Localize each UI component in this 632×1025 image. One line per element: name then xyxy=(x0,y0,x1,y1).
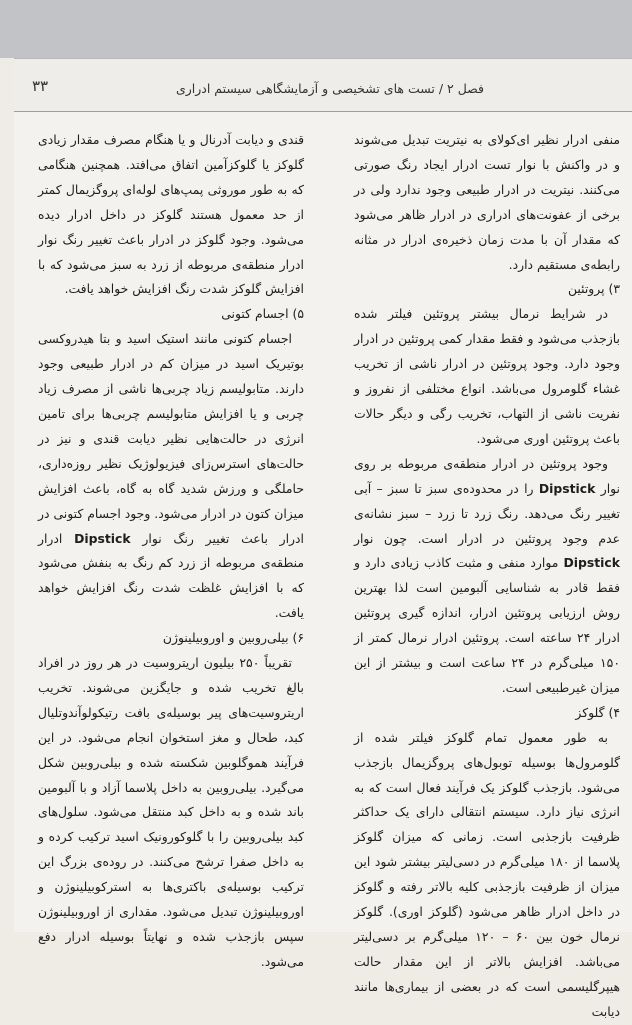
glucose-continued-paragraph: قندی و دیابت آدرنال و یا هنگام مصرف مقدار زیادی گلوکز یا گلوکزآمین اتفاق می‌افتد. همچنین هنگامی که به طور موروثی پمپ‌های لوله‌ای پروگزیمال کمتر از حد معمول هستند گلوکز در داخل ادرار دیده می‌شود. وجود گلوکز در ادرار باعث تغییر رنگ نوار ادرار منطقه‌ی مربوطه از زرد به سبز می‌شود که با افزایش گلوکز شدت رنگ افزایش خواهد یافت. xyxy=(38,132,304,297)
chapter-title: فصل ۲ / تست های تشخیصی و آزمایشگاهی سیستم ادراری xyxy=(175,81,484,96)
scan-top-margin xyxy=(0,0,632,58)
protein-dipstick-text-a: وجود پروتئین در ادرار منطقه‌ی مربوطه بر روی نوار xyxy=(354,455,620,496)
bilirubin-heading: ۶) بیلی‌روبین و اوروبیلینوژن xyxy=(162,630,304,646)
dipstick-term-3: Dipstick xyxy=(74,530,131,546)
protein-heading: ۳) پروتئین xyxy=(567,281,620,297)
ketone-text-b: ادرار منطقه‌ی مربوطه از زرد کم رنگ به بنفش می‌شود که با افزایش غلظت شدت رنگ افزایش خواهد یافت. xyxy=(38,530,304,621)
nitrite-paragraph: منفی ادرار نظیر ای‌کولای به نیتریت تبدیل می‌شوند و در واکنش با نوار تست ادرار ایجاد رنگ صورتی می‌کنند. نیتریت در ادرار طبیعی وجود ندارد ولی در برخی از عفونت‌های ادراری در ادرار ظاهر می‌شود که مقدار آن با مدت زمان ذخیره‌ی ادرار در مثانه رابطه‌ی مستقیم دارد. xyxy=(354,132,620,272)
protein-dipstick-text-b: را در محدوده‌ی سبز تا سبز – آبی تغییر رنگ می‌دهد. رنگ زرد تا زرد – سبز نشانه‌ی عدم وجود پروتئین در ادرار است. چون نوار xyxy=(354,480,620,546)
ketone-text-a: اجسام کتونی مانند استیک اسید و بتا هیدروکسی بوتیریک اسید در میزان کم در ادرار طبیعی وجود دارند. متابولیسم زیاد چربی‌ها ناشی از مصرف زیاد چربی و یا افزایش متابولیسم چربی‌ها برای تامین انرژی در حالت‌هایی نظیر دیابت قندی و نیز در حالت‌های استرس‌زای فیزیولوژیک نظیر روزه‌داری، حاملگی و ورزش شدید گاه به گاه، باعث افزایش میزان کتون در ادرار می‌شود. وجود اجسام کتونی در ادرار باعث تغییر رنگ نوار xyxy=(38,331,304,546)
bilirubin-paragraph: تقریباً ۲۵۰ بیلیون اریتروسیت در هر روز در افراد بالغ تخریب شده و جایگزین می‌شوند. تخریب اریتروسیت‌های پیر بوسیله‌ی بافت رتیکولوآندوتلیال کبد، طحال و مغز استخوان انجام می‌شود. در این فرآیند هموگلوبین شکسته شده و بیلی‌روبین شکل می‌گیرد. بیلی‌روبین به داخل پلاسما آزاد و با آلبومین باند شده و به داخل کبد منتقل می‌شود. سلول‌های کبد بیلی‌روبین را با گلوکورونیک اسید ترکیب کرده و به داخل صفرا ترشح می‌کنند. در روده‌ی بزرگ این ترکیب بوسیله‌ی باکتری‌ها به استرکوبیلینوژن و اوروبیلینوژن تبدیل می‌شود. مقداری از اوروبیلینوژن سپس بازجذب شده و نهایتاً بوسیله ادرار دفع می‌شود. xyxy=(38,655,304,969)
ketone-heading: ۵) اجسام کتونی xyxy=(221,306,304,322)
dipstick-term-2: Dipstick xyxy=(563,555,620,571)
right-column xyxy=(354,128,620,1025)
protein-dipstick-text-c: موارد منفی و مثبت کاذب زیادی دارد و فقط قادر به شناسایی آلبومین است لذا بهترین روش ارزیابی پروتئین ادرار، اندازه گیری پروتئین ادرار ۲۴ ساعته است. پروتئین ادرار نرمال کمتر از ۱۵۰ میلی‌گرم در ۲۴ ساعت است و بیشتر از این میزان غیرطبیعی است. xyxy=(354,555,621,695)
left-column xyxy=(38,128,304,975)
glucose-paragraph: به طور معمول تمام گلوکز فیلتر شده از گلومرول‌ها بوسیله توبول‌های پروگزیمال بازجذب می‌شود. بازجذب گلوکز یک فرآیند فعال است که به انرژی نیاز دارد. سیستم انتقالی دارای یک حداکثر ظرفیت بازجذبی است. زمانی که میزان گلوکز پلاسما از ۱۸۰ میلی‌گرم در دسی‌لیتر بیشتر شود این میزان از ظرفیت بازجذبی کلیه بالاتر رفته و گلوکز در داخل ادرار ظاهر می‌شود (گلوکز اوری). گلوکز نرمال خون بین ۶۰ – ۱۲۰ میلی‌گرم بر دسی‌لیتر می‌باشد. افزایش بالاتر از این مقدار حالت هیپرگلیسمی است که در بعضی از بیماری‌ها مانند دیابت xyxy=(354,729,621,1019)
dipstick-term: Dipstick xyxy=(538,480,596,496)
ketone-paragraph xyxy=(38,327,304,626)
protein-dipstick-paragraph xyxy=(354,452,620,701)
book-page xyxy=(14,58,632,1019)
protein-paragraph: در شرایط نرمال بیشتر پروتئین فیلتر شده بازجذب می‌شود و فقط مقدار کمی پروتئین در ادرار وجود دارد. وجود پروتئین در ادرار ناشی از تخریب غشاء گلومرول می‌باشد. انواع مختلفی از نفروز و نفریت ناشی از التهاب، تخریب رگی و دیگر حالات باعث پروتئین اوری می‌شود. xyxy=(354,306,620,446)
glucose-heading: ۴) گلوکز xyxy=(575,704,620,720)
page-number: ۳۳ xyxy=(32,77,49,95)
running-header xyxy=(14,58,632,112)
